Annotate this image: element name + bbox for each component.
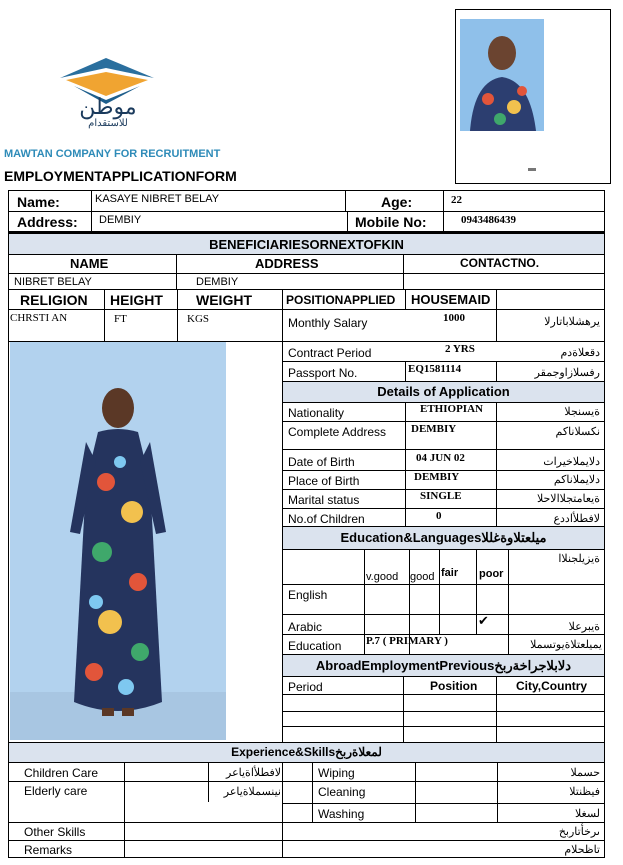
level-poor: poor	[479, 568, 504, 580]
arabic-arabic-label: ةيبرعلا	[568, 621, 600, 633]
complete-address-label: Complete Address	[288, 425, 387, 439]
education-header-en: Education&Languages	[340, 530, 482, 545]
other-skills-label: Other Skills	[24, 825, 86, 839]
skill-elderly-care: Elderly care	[24, 784, 88, 798]
english-label: English	[288, 588, 328, 602]
beneficiaries-header: BENEFICIARIESORNEXTOFKIN	[9, 233, 604, 254]
education-label: Education	[288, 639, 342, 653]
details-header: Details of Application	[283, 382, 604, 402]
education-header	[283, 527, 604, 549]
position-value: HOUSEMAID	[411, 292, 491, 307]
skill-wiping-ar: حسملا	[570, 767, 600, 779]
religion-header: RELIGION	[20, 292, 88, 308]
abroad-header-ar: دلابلاجراخةربخ	[494, 658, 572, 673]
other-skills-ar: ىرخأتاربخ	[558, 826, 600, 838]
complete-address-arabic: نكسلاناكم	[555, 426, 600, 438]
abroad-header-en: AbroadEmploymentPrevious	[315, 658, 495, 673]
position-header: POSITIONAPPLIED	[286, 293, 396, 307]
skill-children-care: Children Care	[24, 766, 99, 780]
nationality-label: Nationality	[288, 406, 345, 420]
complete-address-value: DEMBIY	[411, 423, 457, 435]
marital-arabic: ةيعامتجلاالاحلا	[536, 493, 600, 505]
beneficiary-address: DEMBIY	[196, 276, 239, 288]
height-header: HEIGHT	[110, 292, 163, 308]
marital-value: SINGLE	[420, 490, 462, 502]
pob-arabic: دلايملاناكم	[553, 474, 600, 486]
arabic-fair-check-icon: ✔	[478, 613, 489, 628]
salary-arabic: يرهشلاباتارلا	[544, 316, 600, 328]
abroad-col-position: Position	[430, 679, 478, 693]
dob-value: 04 JUN 02	[416, 452, 465, 464]
logo-arabic-name: موطن	[79, 94, 137, 119]
children-arabic: لافطلأاددع	[553, 513, 600, 525]
contract-value: 2 YRS	[445, 343, 475, 355]
abroad-col-period: Period	[288, 680, 323, 694]
pob-value: DEMBIY	[414, 471, 460, 483]
contract-arabic: دقعلاةدم	[560, 347, 600, 359]
children-label: No.of Children	[288, 512, 365, 526]
company-logo	[48, 38, 168, 134]
marital-label: Marital status	[288, 493, 360, 507]
mobile-value: 0943486439	[461, 214, 516, 226]
nationality-arabic: ةيسنجلا	[564, 406, 600, 418]
beneficiary-col-contact: CONTACTNO.	[460, 256, 540, 270]
passport-value: EQ1581114	[408, 363, 462, 375]
name-value: KASAYE NIBRET BELAY	[95, 193, 220, 205]
education-value: P.7 ( PRIMARY )	[366, 635, 448, 647]
skill-washing: Washing	[318, 807, 365, 821]
photo-marker	[528, 168, 536, 171]
remarks-label: Remarks	[24, 843, 73, 857]
form-title: EMPLOYMENTAPPLICATIONFORM	[4, 168, 237, 184]
skill-cleaning: Cleaning	[318, 785, 366, 799]
logo-arabic-sub: للاستقدام	[88, 118, 128, 129]
name-label: Name:	[17, 194, 60, 210]
passport-label: Passport No.	[288, 366, 358, 380]
skill-washing-ar: لسغلا	[574, 808, 600, 820]
experience-header	[9, 743, 604, 762]
abroad-col-city: City,Country	[516, 679, 588, 693]
address-value: DEMBIY	[99, 214, 142, 226]
contract-label: Contract Period	[288, 346, 372, 360]
education-header-ar: ميلعتلاوةغللا	[481, 530, 547, 545]
salary-label: Monthly Salary	[288, 316, 368, 330]
portrait-photo	[460, 19, 544, 131]
experience-header-ar: لمعلاةربخ	[335, 745, 382, 759]
personal-info-block	[8, 190, 605, 232]
weight-header: WEIGHT	[196, 292, 252, 308]
remarks-ar: تاظحلام	[564, 844, 600, 856]
age-label: Age:	[381, 194, 413, 210]
dob-label: Date of Birth	[288, 455, 355, 469]
mobile-label: Mobile No:	[355, 214, 427, 230]
skill-cleaning-ar: فيظنتلا	[569, 786, 600, 798]
skill-children-care-ar: لافطلأاةياعر	[226, 767, 281, 779]
beneficiary-col-name: NAME	[70, 256, 109, 271]
english-arabic-label: ةيزيلجنلاا	[558, 553, 600, 565]
skill-wiping: Wiping	[318, 766, 355, 780]
full-body-photo	[10, 342, 226, 740]
arabic-label: Arabic	[288, 620, 323, 634]
passport-arabic: رفسلازاوجمقر	[534, 367, 600, 379]
height-value: FT	[114, 313, 127, 325]
portrait-photo-frame	[455, 9, 611, 184]
company-name: MAWTAN COMPANY FOR RECRUITMENT	[4, 148, 221, 160]
dob-arabic: دلايملاخيرات	[543, 456, 600, 468]
level-vgood: v.good	[366, 571, 399, 583]
education-arabic-label: يميلعتلاةيوتسملا	[530, 639, 602, 651]
skill-elderly-care-ar: نينسملاةياعر	[223, 786, 281, 798]
salary-value: 1000	[443, 312, 465, 324]
abroad-header	[283, 655, 604, 676]
beneficiary-name: NIBRET BELAY	[14, 276, 92, 288]
address-label: Address:	[17, 214, 78, 230]
beneficiary-col-address: ADDRESS	[255, 256, 319, 271]
age-value: 22	[451, 194, 462, 206]
weight-value: KGS	[187, 313, 210, 325]
level-good: good	[410, 571, 435, 583]
experience-header-en: Experience&Skills	[231, 745, 336, 759]
religion-value: CHRSTI AN	[10, 312, 68, 324]
level-fair: fair	[441, 567, 459, 579]
children-value: 0	[436, 510, 442, 522]
pob-label: Place of Birth	[288, 474, 360, 488]
nationality-value: ETHIOPIAN	[420, 403, 483, 415]
